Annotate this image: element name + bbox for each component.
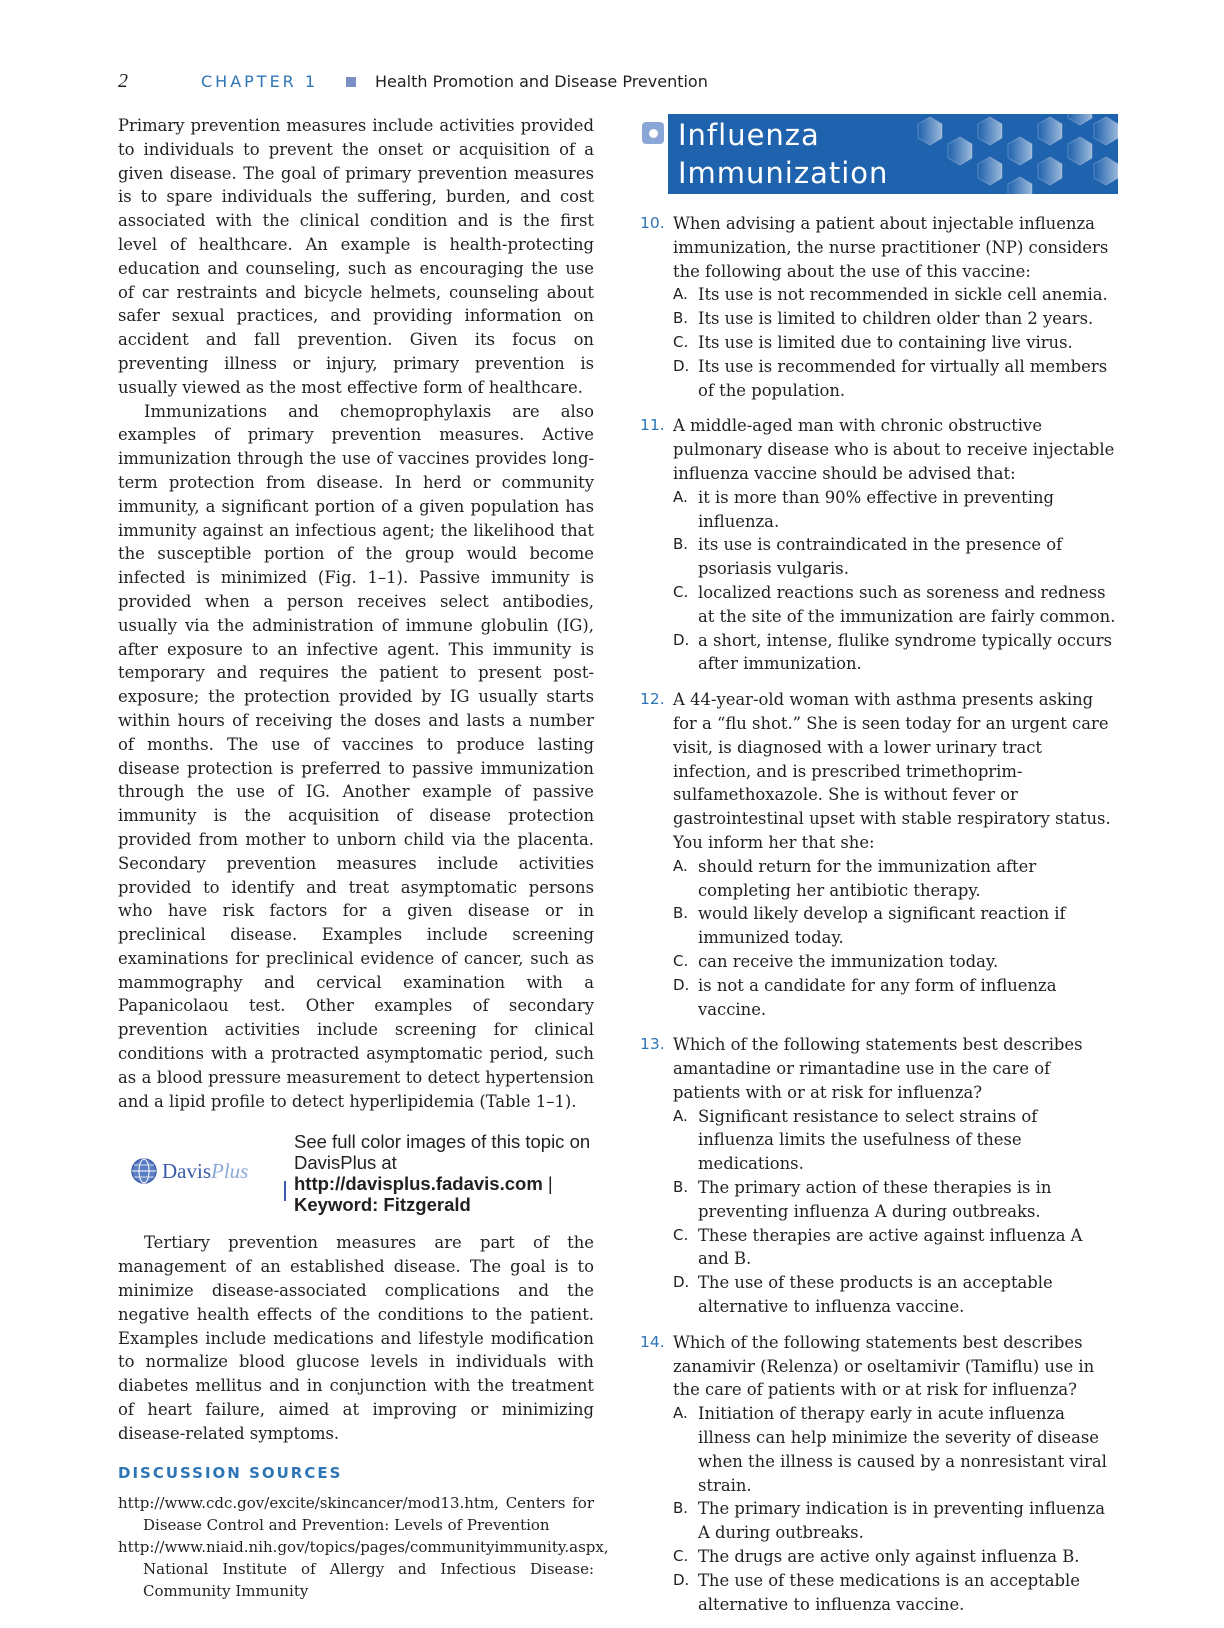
answer-option: D. The use of these medications is an acceptable alternative to influenza vaccine. bbox=[673, 1570, 1080, 1614]
question-13 bbox=[640, 1033, 1118, 1319]
answer-option: A. Its use is not recommended in sickle cell anemia. bbox=[673, 285, 1108, 305]
davisplus-callout bbox=[118, 1131, 594, 1216]
question-number: 13. bbox=[640, 1035, 665, 1054]
source-item: http://www.cdc.gov/excite/skincancer/mod13.htm, Centers for Disease Control and Prevention: Levels of Prevention bbox=[118, 1493, 594, 1534]
davisplus-separator: | bbox=[542, 1173, 553, 1195]
davis-logo-word: Davis bbox=[162, 1159, 211, 1184]
plus-logo-word: Plus bbox=[211, 1159, 249, 1184]
hexagon-pattern bbox=[878, 114, 1118, 194]
question-stem: When advising a patient about injectable influenza immunization, the nurse practitioner (NP) considers the following about the use of this vaccine: bbox=[673, 214, 1109, 281]
question-12 bbox=[640, 688, 1118, 1021]
answer-option: C. These therapies are active against influenza A and B. bbox=[673, 1225, 1083, 1269]
answer-option: C. can receive the immunization today. bbox=[673, 951, 999, 971]
paragraph-immunizations: Immunizations and chemoprophylaxis are also examples of primary prevention measures. Active immunization through the use of vaccines provides long-term protection from disease. In herd or community immunity, a significant portion of a given population has immunity against an infectious agent; the likelihood that the susceptible portion of the group would become infected is minimized (Fig. 1–1). Passive immunity is provided when a person receives select antibodies, usually via the administration of immune globulin (IG), after exposure to an infective agent. This immunity is temporary and requires the patient to present post-exposure; the protection provided by IG usually starts within hours of receiving the doses and lasts a number of months. The use of vaccines to produce lasting disease protection is preferred to passive immunization through the use of IG. Another example of passive immunity is the acquisition of disease protection provided from mother to unborn child via the placenta. Secondary prevention measures include activities provided to identify and treat asymptomatic persons who have risk factors for a given disease or in preclinical disease. Examples include screening examinations for preclinical evidence of cancer, such as mammography and cervical examination with a Papanicolaou test. Other examples of secondary prevention activities include screening for clinical conditions with a protracted asymptomatic period, such as a blood pressure measurement to detect hypertension and a lipid profile to detect hyperlipidemia (Table 1–1). bbox=[118, 401, 594, 1111]
answer-option: C. localized reactions such as soreness and redness at the site of the immunization are fairly common. bbox=[673, 582, 1116, 626]
logo-divider bbox=[284, 1181, 286, 1201]
discussion-sources-heading: DISCUSSION SOURCES bbox=[118, 1463, 343, 1482]
question-stem: A 44-year-old woman with asthma presents asking for a “flu shot.” She is seen today for an urgent care visit, is diagnosed with a lower urinary tract infection, and is prescribed trimethoprim-sulfamethoxazole. She is without fever or gastrointestinal upset with stable respiratory status. You inform her that she: bbox=[673, 690, 1111, 852]
header-square-icon bbox=[346, 77, 356, 87]
question-10 bbox=[640, 212, 1118, 402]
answer-option: D. is not a candidate for any form of influenza vaccine. bbox=[673, 975, 1057, 1019]
question-number: 12. bbox=[640, 690, 665, 709]
answer-option: A. Initiation of therapy early in acute influenza illness can help minimize the severity of disease when the illness is caused by a nonresistant viral strain. bbox=[673, 1404, 1107, 1495]
section-bullet-icon bbox=[642, 122, 664, 144]
paragraph-primary-prevention: Primary prevention measures include activities provided to individuals to prevent the onset or acquisition of a given disease. The goal of primary prevention measures is to spare individuals the suffering, burden, and cost associated with the clinical condition and is the first level of healthcare. An example is health-protecting education and counseling, such as encouraging the use of car restraints and bicycle helmets, counseling about safer sexual practices, and providing information on accident and fall prevention. Given its focus on preventing illness or injury, primary prevention is usually viewed as the most effective form of healthcare. bbox=[118, 116, 594, 397]
answer-option: A. it is more than 90% effective in preventing influenza. bbox=[673, 487, 1055, 531]
question-number: 10. bbox=[640, 214, 665, 232]
chapter-label: CHAPTER 1 bbox=[201, 72, 319, 91]
answer-option: B. Its use is limited to children older than 2 years. bbox=[673, 309, 1094, 329]
question-number: 14. bbox=[640, 1332, 665, 1351]
davisplus-url-link[interactable]: http://davisplus.fadavis.com bbox=[294, 1173, 543, 1195]
davisplus-keyword: Keyword: Fitzgerald bbox=[294, 1194, 471, 1216]
question-number: 11. bbox=[640, 416, 665, 435]
answer-option: B. The primary indication is in preventing influenza A during outbreaks. bbox=[673, 1499, 1105, 1543]
section-title: Influenza Immunization bbox=[678, 118, 889, 190]
section-banner bbox=[640, 114, 1118, 194]
globe-icon bbox=[130, 1157, 158, 1185]
question-stem: Which of the following statements best describes zanamivir (Relenza) or oseltamivir (Tamiflu) use in the care of patients with or at risk for influenza? bbox=[673, 1332, 1095, 1400]
answer-option: B. would likely develop a significant reaction if immunized today. bbox=[673, 904, 1066, 948]
right-column bbox=[640, 212, 1118, 1628]
question-11 bbox=[640, 414, 1118, 676]
question-14 bbox=[640, 1331, 1118, 1617]
answer-option: C. Its use is limited due to containing live virus. bbox=[673, 332, 1073, 352]
answer-option: C. The drugs are active only against influenza B. bbox=[673, 1547, 1080, 1567]
davisplus-logo bbox=[130, 1153, 290, 1189]
answer-option: A. Significant resistance to select strains of influenza limits the usefulness of these medications. bbox=[673, 1106, 1038, 1174]
page-number: 2 bbox=[118, 70, 128, 92]
source-item: http://www.niaid.nih.gov/topics/pages/communityimmunity.aspx, National Institute of Allergy and Infectious Disease: Community Immunity bbox=[118, 1537, 609, 1600]
davisplus-line: See full color images of this topic on DavisPlus at bbox=[294, 1131, 591, 1174]
question-stem: A middle-aged man with chronic obstructive pulmonary disease who is about to receive injectable influenza vaccine should be advised that: bbox=[673, 416, 1115, 483]
answer-option: D. The use of these products is an acceptable alternative to influenza vaccine. bbox=[673, 1273, 1053, 1317]
answer-option: D. Its use is recommended for virtually all members of the population. bbox=[673, 356, 1108, 400]
answer-option: B. its use is contraindicated in the presence of psoriasis vulgaris. bbox=[673, 535, 1063, 579]
answer-option: D. a short, intense, flulike syndrome typically occurs after immunization. bbox=[673, 630, 1113, 674]
left-column bbox=[118, 114, 609, 1602]
running-header bbox=[118, 70, 1108, 96]
chapter-title: Health Promotion and Disease Prevention bbox=[375, 72, 708, 91]
question-stem: Which of the following statements best describes amantadine or rimantadine use in the care of patients with or at risk for influenza? bbox=[673, 1035, 1083, 1102]
davisplus-text bbox=[294, 1131, 594, 1215]
answer-option: A. should return for the immunization after completing her antibiotic therapy. bbox=[673, 856, 1037, 900]
paragraph-tertiary-prevention: Tertiary prevention measures are part of the management of an established disease. The goal is to minimize disease-associated complications and the negative health effects of the conditions to the patient. Examples include medications and lifestyle modification to normalize blood glucose levels in individuals with diabetes mellitus and in conjunction with the treatment of heart failure, aimed at improving or minimizing disease-related symptoms. bbox=[118, 1233, 594, 1443]
answer-option: B. The primary action of these therapies is in preventing influenza A during outbreaks. bbox=[673, 1178, 1052, 1221]
